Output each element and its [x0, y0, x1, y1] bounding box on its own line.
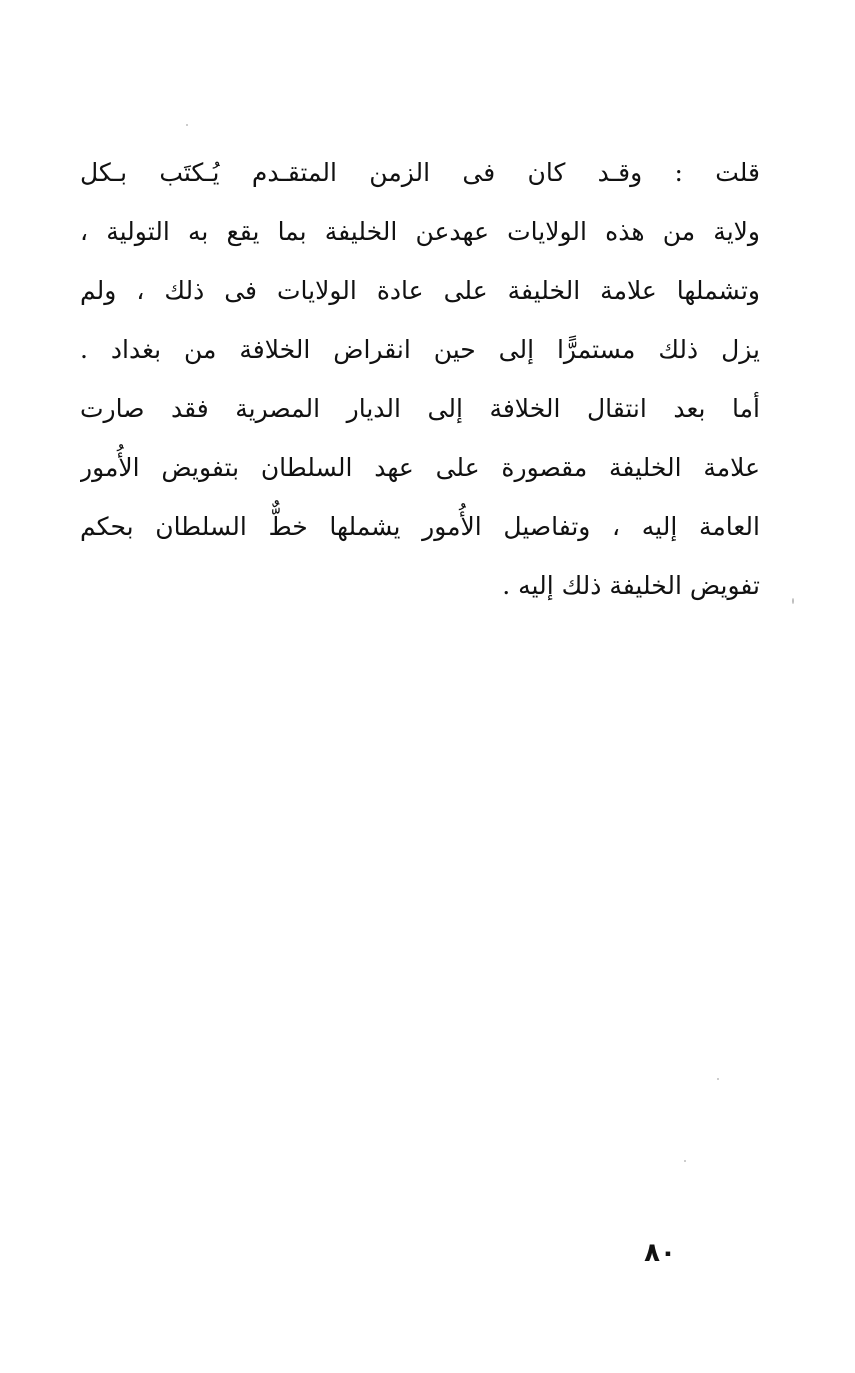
- text-line-7: العامة إليه ، وتفاصيل الأُمور يشملها خطٌّ السلطان بحكم: [80, 512, 760, 541]
- text-line-3: وتشملها علامة الخليفة على عادة الولايات فى ذلك ، ولم: [80, 276, 760, 305]
- text-line-1: قلت : وقـد كان فى الزمن المتقـدم يُـكتَب بـكل: [80, 158, 760, 187]
- text-line-8: تفويض الخليفة ذلك إليه .: [502, 571, 760, 600]
- text-line-6: علامة الخليفة مقصورة على عهد السلطان بتفويض الأُمور: [80, 453, 760, 482]
- page-number: ٨٠: [644, 1238, 676, 1268]
- scan-speck: [684, 1160, 686, 1162]
- text-line-2: ولاية من هذه الولايات عهدعن الخليفة بما يقع به التولية ،: [80, 217, 760, 246]
- text-line-5: أما بعد انتقال الخلافة إلى الديار المصرية فقد صارت: [80, 394, 760, 423]
- body-paragraph: [80, 143, 760, 615]
- text-line-4: يزل ذلك مستمرًّا إلى حين انقراض الخلافة من بغداد .: [80, 335, 760, 364]
- scan-speck: [792, 598, 794, 604]
- scan-speck: [186, 124, 188, 126]
- scan-speck: [717, 1078, 719, 1080]
